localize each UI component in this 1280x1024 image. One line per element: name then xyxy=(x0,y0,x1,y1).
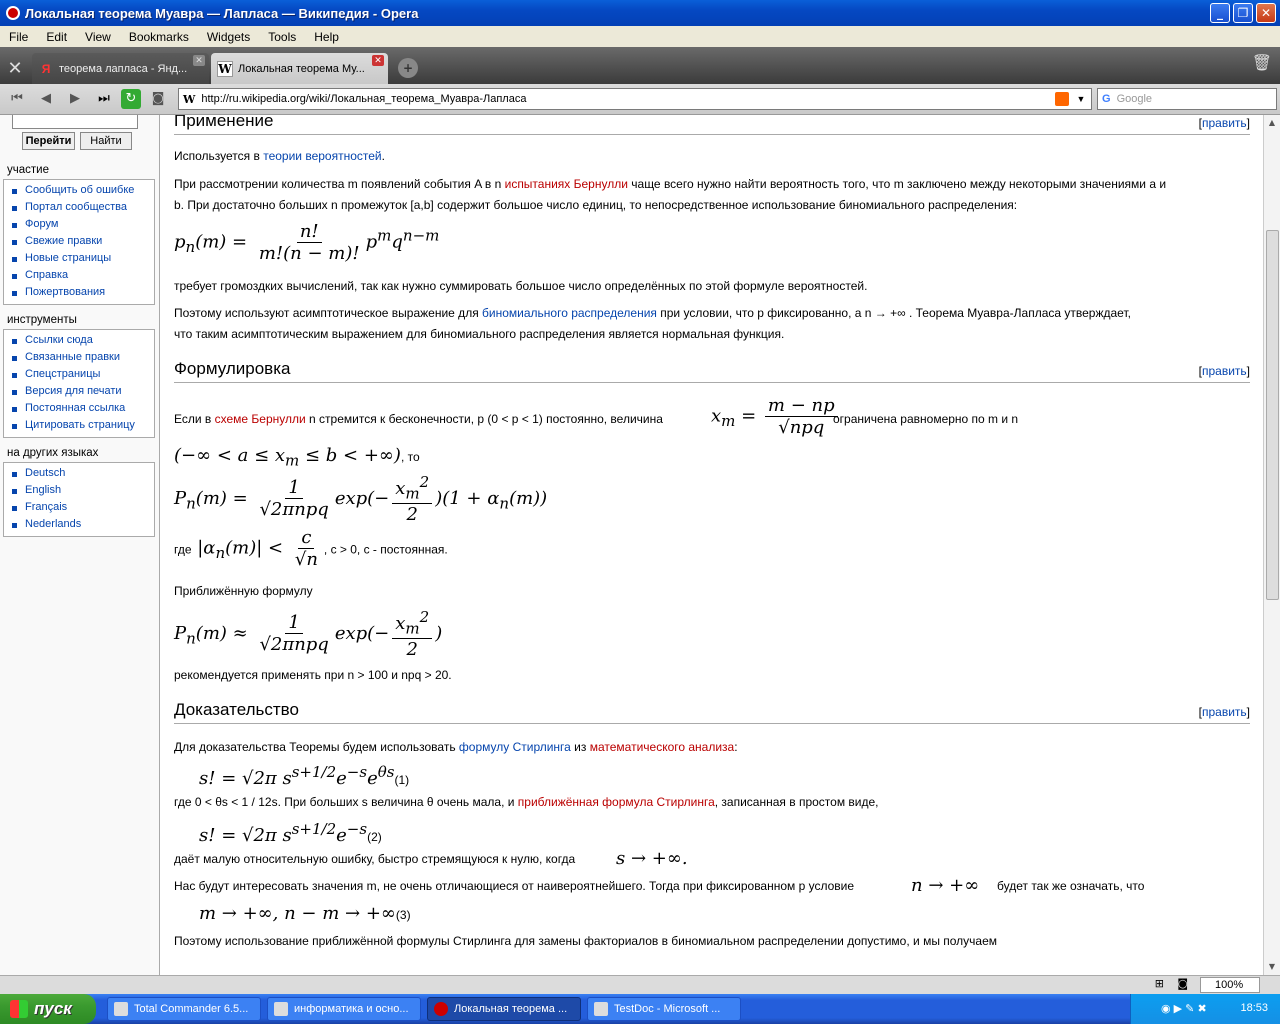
vertical-scrollbar[interactable] xyxy=(1263,115,1280,975)
menu-file[interactable]: File xyxy=(9,29,29,44)
menu-edit[interactable]: Edit xyxy=(46,29,68,44)
wikipedia-icon: W xyxy=(183,92,196,106)
reload-icon[interactable]: ↻ xyxy=(121,89,141,109)
paragraph: рекомендуется применять при n > 100 и npq > 20. xyxy=(174,668,452,682)
system-tray xyxy=(1130,994,1280,1024)
chevron-down-icon[interactable]: ▼ xyxy=(1076,94,1086,104)
paragraph: При рассмотрении количества m появлений события A в n испытаниях Бернулли чаще всего нужно найти вероятность того, что m заключено между некоторыми значениями a и xyxy=(174,177,1167,191)
sidebar-item-donations[interactable]: Пожертвования xyxy=(4,284,154,301)
navigation-bar xyxy=(0,84,1280,115)
wiki-search-input[interactable] xyxy=(12,115,138,129)
edit-link[interactable]: [править] xyxy=(1198,116,1250,130)
tray-icons[interactable]: ◉ ▶ ✎ ✖ xyxy=(1161,1003,1207,1015)
formula-alpha: где $|\alpha_n(m)|$ < $\frac{c}{√n}$ , c > 0, c - постоянная. xyxy=(174,527,448,570)
formula-conditions: m → +∞, n − m → +∞(3) xyxy=(199,903,411,924)
section-heading-application: Применение [править] xyxy=(174,115,1250,135)
edit-link[interactable]: [править] xyxy=(1198,705,1250,719)
menu-view[interactable]: View xyxy=(85,29,111,44)
sidebar-item-community-portal[interactable]: Портал сообщества xyxy=(4,199,154,216)
edit-link[interactable]: [править] xyxy=(1198,364,1250,378)
wikipedia-icon: W xyxy=(218,61,232,76)
panel-icon[interactable]: ⊞ xyxy=(1154,977,1164,990)
task-testdoc[interactable]: TestDoc - Microsoft ... xyxy=(587,997,741,1021)
paragraph: даёт малую относительную ошибку, быстро стремящуюся к нулю, когда xyxy=(174,852,576,866)
paragraph: будет так же означать, что xyxy=(997,879,1145,893)
search-input[interactable] xyxy=(1097,88,1277,110)
title-bar xyxy=(0,0,1280,26)
tools-icon[interactable]: ✕ xyxy=(7,58,23,79)
clock: 18:53 xyxy=(1240,1002,1268,1014)
paragraph: Используется в теории вероятностей. xyxy=(174,149,385,163)
close-button[interactable]: ✕ xyxy=(1256,3,1276,23)
link-stirling-formula[interactable]: формулу Стирлинга xyxy=(458,740,571,754)
window-title: Локальная теорема Муавра — Лапласа — Википедия - Opera xyxy=(25,5,419,21)
menu-bar xyxy=(0,26,1280,47)
link-calculus[interactable]: математического анализа xyxy=(589,740,735,754)
sidebar-item-related-changes[interactable]: Связанные правки xyxy=(4,349,154,366)
portlet-title: инструменты xyxy=(3,314,155,330)
word-icon xyxy=(274,1002,288,1016)
paragraph: ограничена равномерно по m и n xyxy=(833,412,1019,426)
opera-icon xyxy=(434,1002,448,1016)
paragraph: Если в схеме Бернулли n стремится к бесконечности, p (0 < p < 1) постоянно, величина xyxy=(174,412,663,426)
camera-icon[interactable]: ◙ xyxy=(151,91,165,106)
scroll-down-icon[interactable]: ▼ xyxy=(1268,962,1276,971)
paragraph: Поэтому используют асимптотическое выражение для биномиального распределения при условии, что p фиксированно, а n → +∞ . Теорема Муавра-Лапласа утверждает, xyxy=(174,306,1131,320)
sidebar-item-lang-nl[interactable]: Nederlands xyxy=(4,516,154,533)
languages-portlet xyxy=(3,447,155,537)
tab-bar xyxy=(0,47,1280,84)
new-tab-button[interactable]: + xyxy=(398,58,418,78)
formula-xm: $x_m$ = $\frac{m - np}{\text{√npq}}$ xyxy=(711,395,841,438)
task-total-commander[interactable]: Total Commander 6.5... xyxy=(107,997,261,1021)
formula-approx: $P_n(m)$ ≈ $\frac{1}{\text{√2πnpq}}$ exp(− $\frac{x_m^2}{2}$ ) xyxy=(174,608,443,660)
address-bar[interactable] xyxy=(178,88,1092,110)
menu-bookmarks[interactable]: Bookmarks xyxy=(128,29,189,44)
taskbar xyxy=(0,994,1280,1024)
link-probability-theory[interactable]: теории вероятностей xyxy=(263,149,382,163)
sidebar-item-help[interactable]: Справка xyxy=(4,267,154,284)
status-bar xyxy=(0,975,1280,994)
search-placeholder: Google xyxy=(1116,93,1153,105)
sidebar-item-lang-en[interactable]: English xyxy=(4,482,154,499)
opera-icon xyxy=(6,6,20,20)
tab-wikipedia[interactable] xyxy=(211,53,388,84)
rss-icon[interactable] xyxy=(1055,92,1069,106)
formula-stirling-2: s! = √2π $s^{s+1/2}e^{-s}(2)$ xyxy=(199,820,382,846)
formula-binomial: $p_n(m)$ = $\frac{n!}{m!(n - m)!}$ $p^mq^{n-m}$ xyxy=(174,221,440,264)
formula-local-theorem: $P_n(m)$ = $\frac{1}{\text{√2πnpq}}$ exp(− $\frac{x_m^2}{2}$ )$(1 + \alpha_n(m))$ xyxy=(174,473,548,525)
sidebar-item-forum[interactable]: Форум xyxy=(4,216,154,233)
windows-icon xyxy=(10,1000,28,1018)
formula-s-infinity: s → +∞. xyxy=(616,848,688,869)
scroll-up-icon[interactable]: ▲ xyxy=(1268,118,1276,127)
tab-label: теорема лапласа - Янд... xyxy=(59,62,188,75)
yandex-icon: Я xyxy=(41,61,51,76)
word-icon xyxy=(594,1002,608,1016)
paragraph: Поэтому использование приближённой формулы Стирлинга для замены факториалов в биномиальном распределении допустимо, и мы получаем xyxy=(174,934,998,948)
task-opera[interactable]: Локальная теорема ... xyxy=(427,997,581,1021)
sidebar xyxy=(0,115,160,975)
portlet-title: на других языках xyxy=(3,447,155,463)
link-bernoulli-scheme[interactable]: схеме Бернулли xyxy=(214,412,306,426)
paragraph: Приближённую формулу xyxy=(174,584,313,598)
formula-stirling-1: s! = √2π $s^{s+1/2}e^{-s}e^{\theta s}(1)$ xyxy=(199,763,410,789)
section-heading-proof: Доказательство [править] xyxy=(174,700,1250,724)
formula-n-infinity: n → +∞ xyxy=(911,875,980,896)
close-tab-icon[interactable]: ✕ xyxy=(193,55,205,66)
find-button[interactable]: Найти xyxy=(80,132,132,150)
scroll-thumb[interactable] xyxy=(1266,230,1279,600)
rewind-icon[interactable]: ⏮ xyxy=(11,91,23,106)
sidebar-item-report-error[interactable]: Сообщить об ошибке xyxy=(4,182,154,199)
paragraph: Для доказательства Теоремы будем использовать формулу Стирлинга из математического анализа: xyxy=(174,740,738,754)
tools-portlet xyxy=(3,314,155,438)
sidebar-item-lang-de[interactable]: Deutsch xyxy=(4,465,154,482)
close-tab-icon[interactable]: ✕ xyxy=(372,55,384,66)
url-text: http://ru.wikipedia.org/wiki/Локальная_теорема_Муавра-Лапласа xyxy=(201,93,527,105)
menu-tools[interactable]: Tools xyxy=(268,29,297,44)
sidebar-item-cite[interactable]: Цитировать страницу xyxy=(4,417,154,434)
task-word-informatics[interactable]: информатика и осно... xyxy=(267,997,421,1021)
back-icon[interactable]: ◀ xyxy=(41,91,51,106)
tab-yandex[interactable] xyxy=(32,53,209,84)
article-content xyxy=(161,115,1263,975)
google-icon: G xyxy=(1102,93,1111,105)
sidebar-item-printable[interactable]: Версия для печати xyxy=(4,383,154,400)
section-heading-formulation: Формулировка [править] xyxy=(174,359,1250,383)
maximize-button[interactable]: ❐ xyxy=(1233,3,1253,23)
sidebar-item-recent-changes[interactable]: Свежие правки xyxy=(4,233,154,250)
sidebar-item-new-pages[interactable]: Новые страницы xyxy=(4,250,154,267)
forward-icon[interactable]: ▶ xyxy=(70,91,80,106)
sidebar-item-permalink[interactable]: Постоянная ссылка xyxy=(4,400,154,417)
participation-portlet xyxy=(3,164,155,305)
fast-forward-icon[interactable]: ⏭ xyxy=(98,91,110,106)
minimize-button[interactable]: _ xyxy=(1210,3,1230,23)
link-binomial-distribution[interactable]: биномиального распределения xyxy=(482,306,657,320)
app-icon xyxy=(114,1002,128,1016)
camera-icon[interactable]: ◙ xyxy=(1177,977,1188,990)
trash-icon[interactable]: 🗑 xyxy=(1251,53,1272,72)
menu-widgets[interactable]: Widgets xyxy=(206,29,251,44)
sidebar-item-lang-fr[interactable]: Français xyxy=(4,499,154,516)
paragraph: Нас будут интересовать значения m, не очень отличающиеся от наивероятнейшего. Тогда при фиксированном p условие xyxy=(174,879,855,893)
paragraph: b. При достаточно больших n промежуток [a,b] содержит большое число единиц, то непосредственное использование биномиального распределения: xyxy=(174,198,1018,212)
menu-help[interactable]: Help xyxy=(314,29,339,44)
paragraph: требует громоздких вычислений, так как нужно суммировать большое число определённых по этой формуле вероятностей. xyxy=(174,279,868,293)
zoom-selector[interactable]: 100% xyxy=(1200,977,1260,993)
sidebar-item-what-links-here[interactable]: Ссылки сюда xyxy=(4,332,154,349)
paragraph: что таким асимптотическим выражением для биномиального распределения является нормальная функция. xyxy=(174,327,785,341)
tab-label: Локальная теорема Му... xyxy=(238,62,365,75)
link-bernoulli-trials[interactable]: испытаниях Бернулли xyxy=(504,177,628,191)
formula-range: (−∞ < $a \le x_m \le b$ < +∞), то xyxy=(174,445,420,470)
portlet-title: участие xyxy=(3,164,155,180)
start-button[interactable]: пуск xyxy=(0,994,96,1024)
paragraph: где 0 < θs < 1 / 12s. При больших s величина θ очень мала, и приближённая формула Стирлинга, записанная в простом виде, xyxy=(174,795,879,809)
sidebar-item-special-pages[interactable]: Спецстраницы xyxy=(4,366,154,383)
link-approx-stirling[interactable]: приближённая формула Стирлинга xyxy=(517,795,715,809)
go-button[interactable]: Перейти xyxy=(22,132,75,150)
